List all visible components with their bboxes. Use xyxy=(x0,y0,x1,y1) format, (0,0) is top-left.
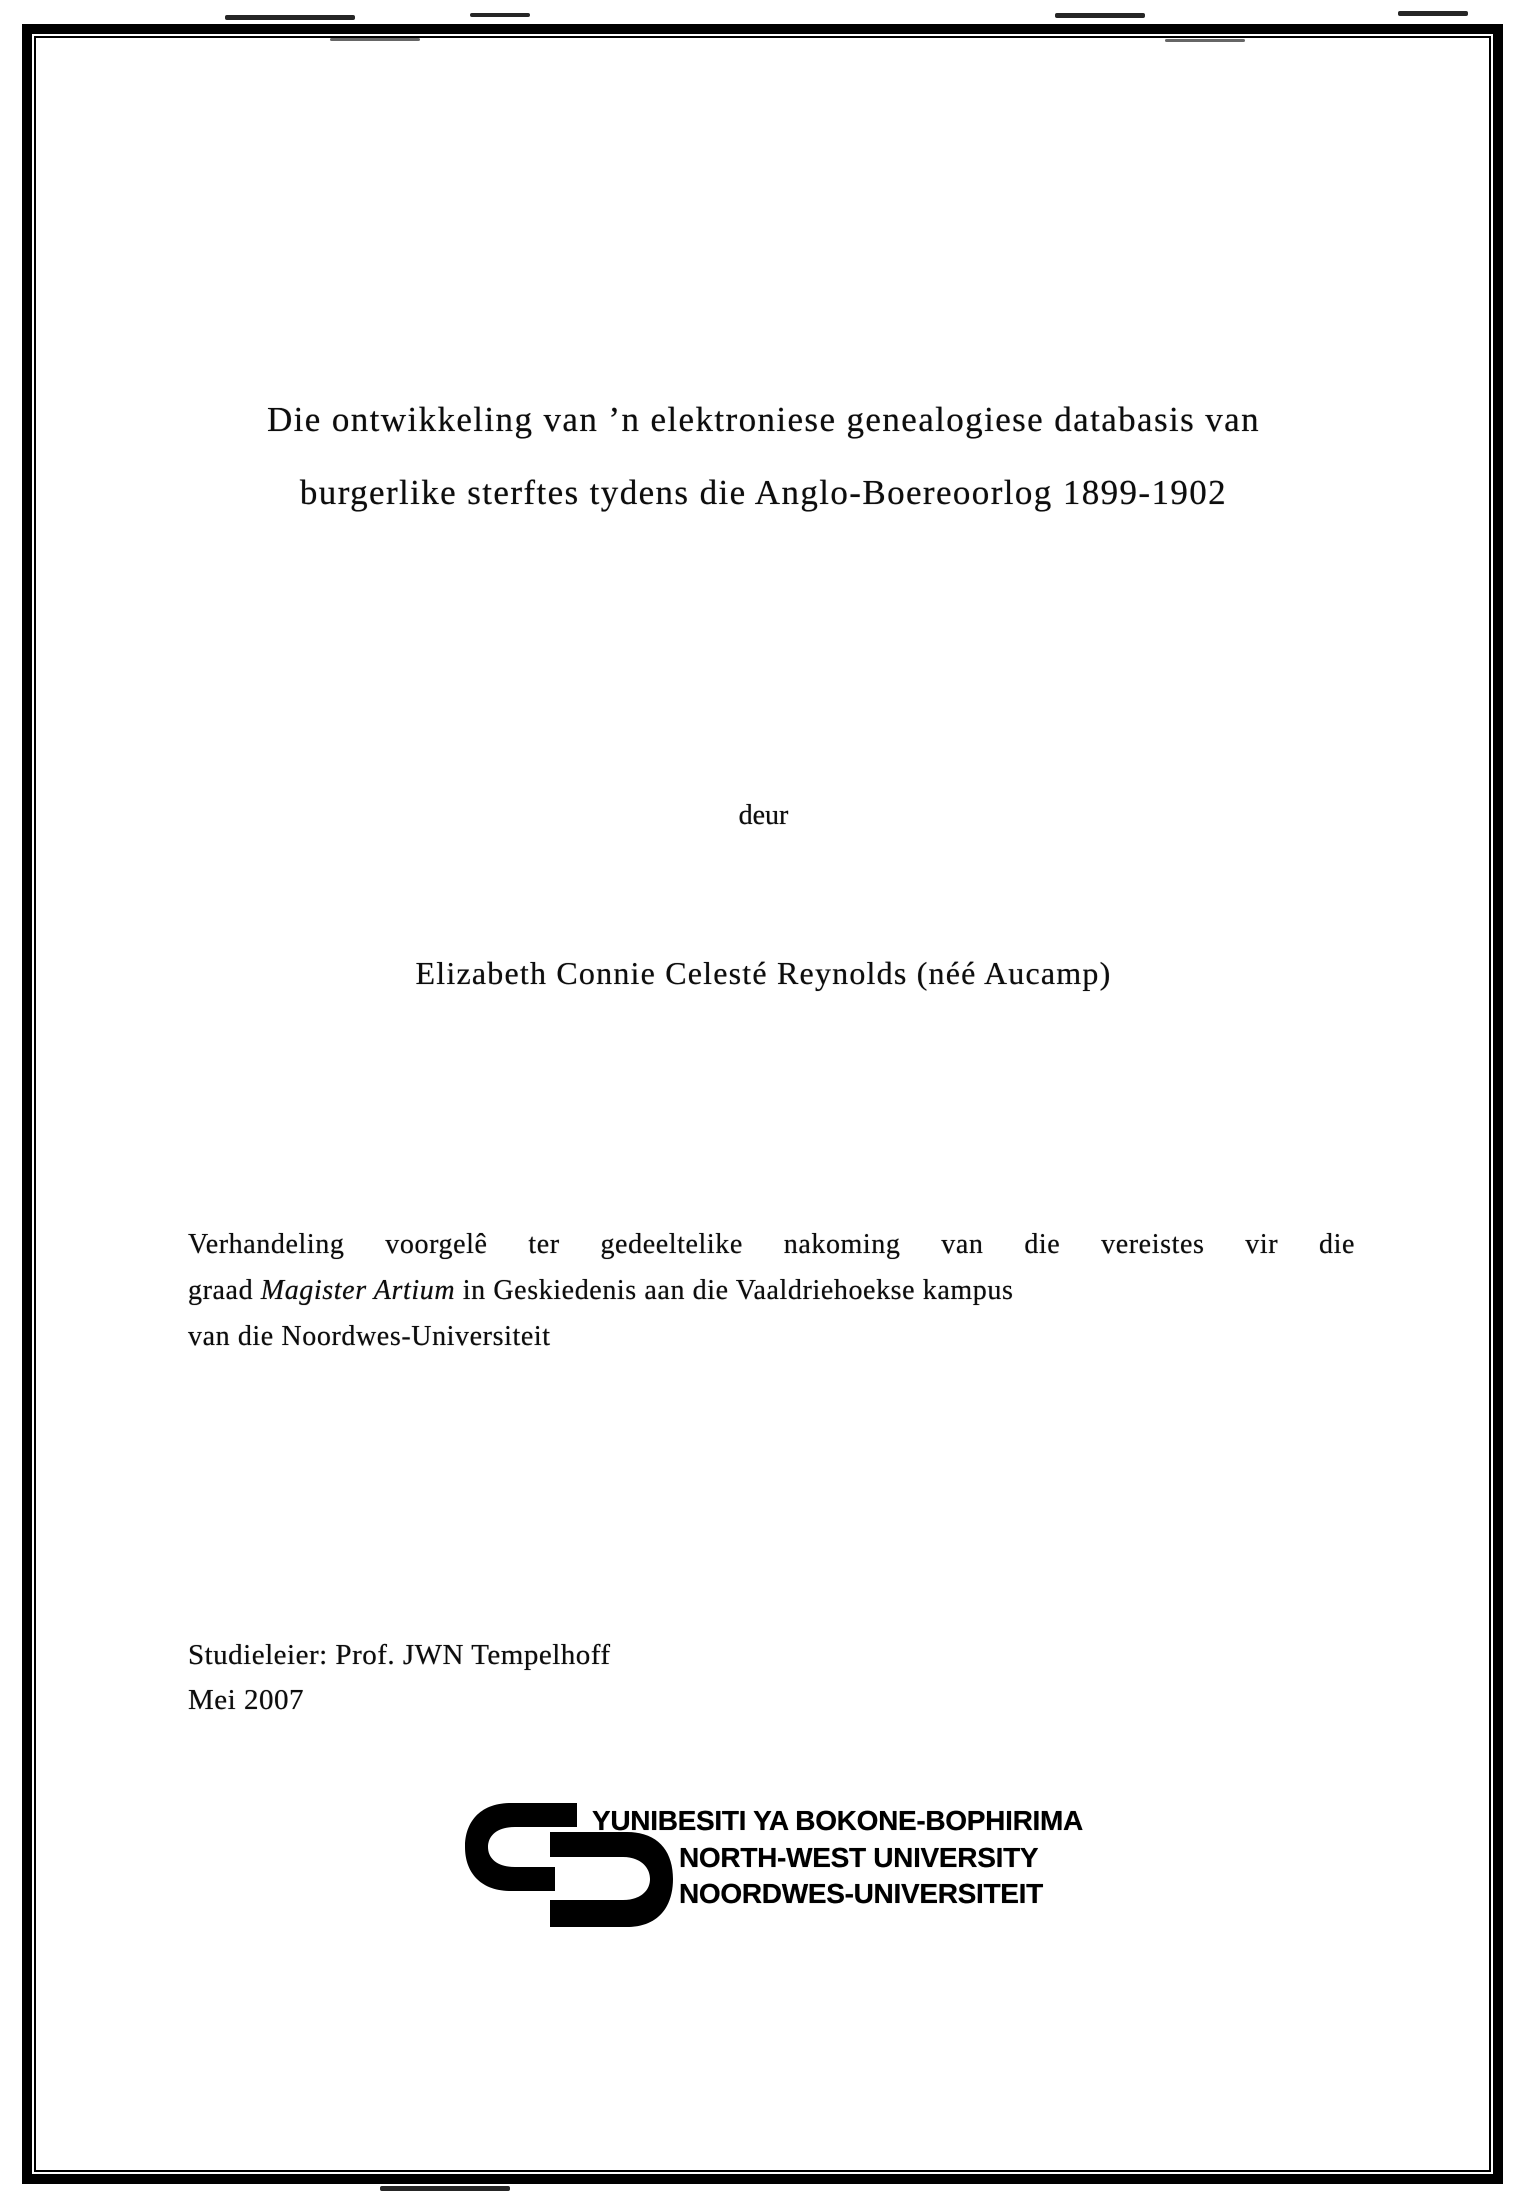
degree-name-italic: Magister Artium xyxy=(260,1275,456,1306)
date-line: Mei 2007 xyxy=(188,1684,304,1716)
statement-line-1: Verhandeling voorgelê ter gedeeltelike nakoming van die vereistes vir die xyxy=(188,1229,1355,1260)
scan-artifact xyxy=(330,38,420,41)
byline-deur: deur xyxy=(738,800,789,831)
statement-line-3: van die Noordwes-Universiteit xyxy=(188,1321,551,1352)
statement-line-2-pre: graad xyxy=(188,1275,261,1306)
statement-line-2 xyxy=(188,1268,1355,1314)
thesis-statement xyxy=(188,1222,1355,1360)
scan-artifact xyxy=(1165,39,1245,42)
university-logo xyxy=(465,1803,1105,1933)
logo-text-english: NORTH-WEST UNIVERSITY xyxy=(679,1842,1039,1873)
thesis-title-line-1: Die ontwikkeling van ’n elektroniese genealogiese databasis van xyxy=(266,400,1261,439)
scan-artifact xyxy=(225,15,355,20)
scan-artifact xyxy=(1398,11,1468,16)
logo-text-setswana: YUNIBESITI YA BOKONE-BOPHIRIMA xyxy=(592,1805,1083,1836)
supervisor-block xyxy=(188,1633,611,1723)
logo-text-afrikaans: NOORDWES-UNIVERSITEIT xyxy=(679,1878,1043,1909)
scan-artifact xyxy=(1055,13,1145,18)
scan-artifact xyxy=(380,2186,510,2191)
scan-artifact xyxy=(470,13,530,17)
statement-line-2-post: in Geskiedenis aan die Vaaldriehoekse kampus xyxy=(455,1275,1014,1306)
author-name: Elizabeth Connie Celesté Reynolds (néé Aucamp) xyxy=(415,955,1112,991)
supervisor-line: Studieleier: Prof. JWN Tempelhoff xyxy=(188,1639,611,1671)
thesis-title-line-2: burgerlike sterftes tydens die Anglo-Boereoorlog 1899-1902 xyxy=(299,473,1228,512)
